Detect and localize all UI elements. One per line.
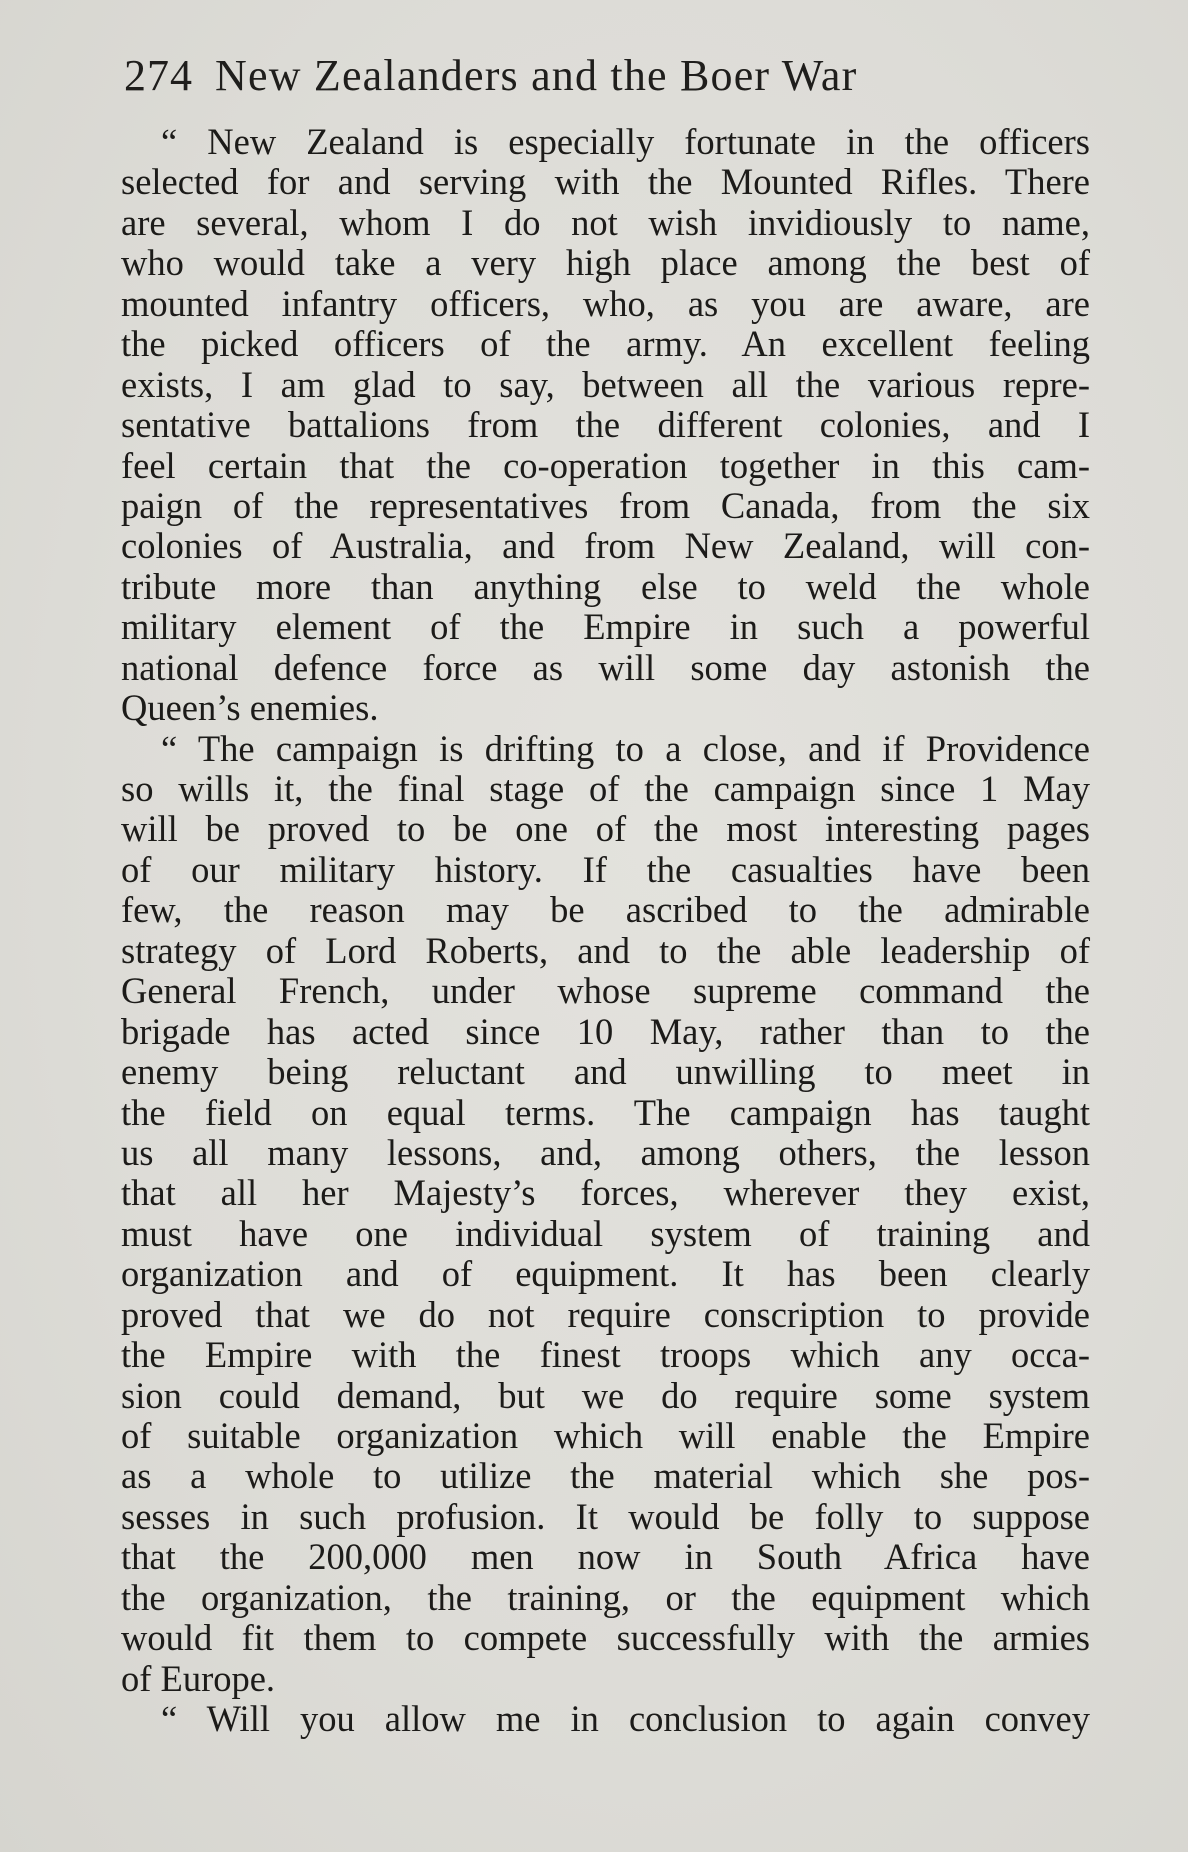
text-line: the picked officers of the army. An excellent feeling <box>121 323 1090 365</box>
body-text <box>121 122 1090 1740</box>
text-line: strategy of Lord Roberts, and to the able leadership of <box>121 929 1090 971</box>
text-line: “ New Zealand is especially fortunate in the officers <box>161 121 1090 162</box>
text-line: must have one individual system of training and <box>121 1212 1090 1254</box>
text-line: will be proved to be one of the most interesting pages <box>121 808 1090 850</box>
text-line: Queen’s enemies. <box>121 687 379 729</box>
text-line: are several, whom I do not wish invidiously to name, <box>121 201 1090 243</box>
page-header <box>124 46 1092 106</box>
text-line: the field on equal terms. The campaign has taught <box>121 1091 1090 1133</box>
text-line: brigade has acted since 10 May, rather than to the <box>121 1010 1090 1052</box>
text-line: so wills it, the final stage of the campaign since 1 May <box>121 768 1090 809</box>
text-line: exists, I am glad to say, between all the various repre- <box>121 363 1090 405</box>
text-line: who would take a very high place among the best of <box>121 242 1090 284</box>
text-line: colonies of Australia, and from New Zealand, will con- <box>121 525 1090 567</box>
text-line: few, the reason may be ascribed to the admirable <box>121 889 1090 931</box>
text-line: feel certain that the co-operation together in this cam- <box>121 444 1090 486</box>
text-line: the organization, the training, or the equipment which <box>121 1576 1090 1618</box>
text-line: as a whole to utilize the material which she pos- <box>121 1455 1090 1497</box>
text-line: national defence force as will some day astonish the <box>121 646 1090 688</box>
text-line: “ Will you allow me in conclusion to again convey <box>161 1698 1090 1740</box>
text-line: that the 200,000 men now in South Africa have <box>121 1536 1090 1578</box>
text-line: General French, under whose supreme command the <box>121 970 1090 1012</box>
running-title: New Zealanders and the Boer War <box>215 51 858 100</box>
text-line: paign of the representatives from Canada, from the six <box>121 484 1090 526</box>
text-line: organization and of equipment. It has been clearly <box>121 1253 1090 1295</box>
text-line: mounted infantry officers, who, as you are aware, are <box>121 282 1090 324</box>
text-line: tribute more than anything else to weld the whole <box>121 565 1090 607</box>
text-line: sion could demand, but we do require some system <box>121 1374 1090 1416</box>
text-line: of suitable organization which will enable the Empire <box>121 1415 1090 1456</box>
text-line: of our military history. If the casualties have been <box>121 848 1090 890</box>
text-line: would fit them to compete successfully with the armies <box>121 1617 1090 1659</box>
text-line: sesses in such profusion. It would be folly to suppose <box>121 1495 1090 1537</box>
text-line: sentative battalions from the different colonies, and I <box>121 404 1090 446</box>
text-line: the Empire with the finest troops which any occa- <box>121 1334 1090 1376</box>
text-line: military element of the Empire in such a powerful <box>121 606 1090 648</box>
text-line: enemy being reluctant and unwilling to meet in <box>121 1051 1090 1093</box>
text-line: of Europe. <box>121 1657 276 1699</box>
text-line: selected for and serving with the Mounted Rifles. There <box>121 161 1090 203</box>
text-line: “ The campaign is drifting to a close, and if Providence <box>161 727 1090 769</box>
text-line: us all many lessons, and, among others, the lesson <box>121 1131 1090 1173</box>
text-line: that all her Majesty’s forces, wherever they exist, <box>121 1172 1090 1214</box>
text-line: proved that we do not require conscription to provide <box>121 1293 1090 1335</box>
page-number: 274 <box>124 51 193 100</box>
